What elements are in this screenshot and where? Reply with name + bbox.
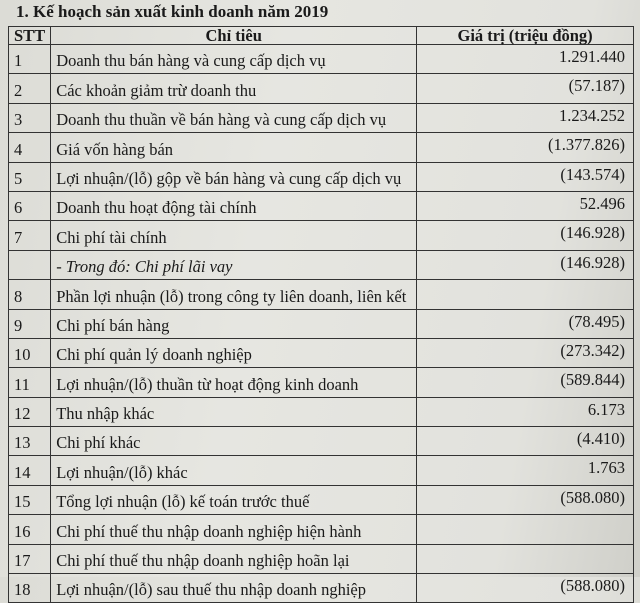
- row-value: (57.187): [417, 74, 634, 103]
- table-row: [9, 162, 634, 191]
- header-value: Giá trị (triệu đồng): [417, 27, 634, 45]
- table-row: [9, 103, 634, 132]
- row-value: (589.844): [417, 368, 634, 397]
- row-stt: 16: [9, 515, 51, 544]
- header-stt: STT: [9, 27, 51, 45]
- table-row: [9, 485, 634, 514]
- header-label: Chỉ tiêu: [51, 27, 417, 45]
- row-value: [417, 515, 634, 544]
- table-row: [9, 45, 634, 74]
- row-label: - Trong đó: Chi phí lãi vay: [51, 250, 417, 279]
- row-label: Doanh thu bán hàng và cung cấp dịch vụ: [51, 45, 417, 74]
- table-row: [9, 280, 634, 309]
- row-label: Chi phí tài chính: [51, 221, 417, 250]
- row-value: (78.495): [417, 309, 634, 338]
- row-stt: 13: [9, 427, 51, 456]
- row-stt: 10: [9, 338, 51, 367]
- row-label: Giá vốn hàng bán: [51, 133, 417, 162]
- row-label: Lợi nhuận/(lỗ) gộp về bán hàng và cung cấp dịch vụ: [51, 162, 417, 191]
- table-row: [9, 309, 634, 338]
- table-row: [9, 397, 634, 426]
- row-label: Chi phí thuế thu nhập doanh nghiệp hiện hành: [51, 515, 417, 544]
- row-label: Các khoản giảm trừ doanh thu: [51, 74, 417, 103]
- row-value: 52.496: [417, 191, 634, 220]
- row-value: (146.928): [417, 221, 634, 250]
- row-label: Chi phí thuế thu nhập doanh nghiệp hoãn lại: [51, 544, 417, 573]
- row-value: 1.763: [417, 456, 634, 485]
- row-label: Doanh thu hoạt động tài chính: [51, 191, 417, 220]
- table-row: [9, 338, 634, 367]
- row-value: (1.377.826): [417, 133, 634, 162]
- row-label: Phần lợi nhuận (lỗ) trong công ty liên doanh, liên kết: [51, 280, 417, 309]
- row-value: 1.291.440: [417, 45, 634, 74]
- table-row: [9, 191, 634, 220]
- table-row: [9, 74, 634, 103]
- table-row: [9, 515, 634, 544]
- row-stt: 14: [9, 456, 51, 485]
- table-row: [9, 427, 634, 456]
- row-label: Lợi nhuận/(lỗ) thuần từ hoạt động kinh doanh: [51, 368, 417, 397]
- table-row: [9, 368, 634, 397]
- row-value: 1.234.252: [417, 103, 634, 132]
- row-label: Thu nhập khác: [51, 397, 417, 426]
- row-label: Tổng lợi nhuận (lỗ) kế toán trước thuế: [51, 485, 417, 514]
- row-stt: [9, 250, 51, 279]
- table-row: [9, 250, 634, 279]
- row-stt: 5: [9, 162, 51, 191]
- section-title: 1. Kế hoạch sản xuất kinh doanh năm 2019: [16, 2, 329, 21]
- row-value: [417, 280, 634, 309]
- table-row: [9, 133, 634, 162]
- table-row: [9, 456, 634, 485]
- row-label: Chi phí khác: [51, 427, 417, 456]
- row-stt: 3: [9, 103, 51, 132]
- row-label: Chi phí bán hàng: [51, 309, 417, 338]
- row-stt: 11: [9, 368, 51, 397]
- row-stt: 2: [9, 74, 51, 103]
- row-value: (588.080): [417, 574, 634, 603]
- row-value: (273.342): [417, 338, 634, 367]
- row-value: (143.574): [417, 162, 634, 191]
- row-stt: 8: [9, 280, 51, 309]
- row-stt: 17: [9, 544, 51, 573]
- table-header-row: [9, 27, 634, 45]
- row-stt: 7: [9, 221, 51, 250]
- row-value: (146.928): [417, 250, 634, 279]
- table-row: [9, 544, 634, 573]
- row-value: (588.080): [417, 485, 634, 514]
- table-row: [9, 221, 634, 250]
- row-label: Lợi nhuận/(lỗ) sau thuế thu nhập doanh nghiệp: [51, 574, 417, 603]
- row-stt: 12: [9, 397, 51, 426]
- row-stt: 6: [9, 191, 51, 220]
- row-stt: 4: [9, 133, 51, 162]
- row-stt: 9: [9, 309, 51, 338]
- business-plan-table: [8, 26, 634, 603]
- table-row: [9, 574, 634, 603]
- row-label: Doanh thu thuần về bán hàng và cung cấp dịch vụ: [51, 103, 417, 132]
- row-label: Chi phí quản lý doanh nghiệp: [51, 338, 417, 367]
- row-label: Lợi nhuận/(lỗ) khác: [51, 456, 417, 485]
- row-stt: 18: [9, 574, 51, 603]
- row-value: [417, 544, 634, 573]
- row-value: 6.173: [417, 397, 634, 426]
- row-stt: 1: [9, 45, 51, 74]
- row-value: (4.410): [417, 427, 634, 456]
- row-stt: 15: [9, 485, 51, 514]
